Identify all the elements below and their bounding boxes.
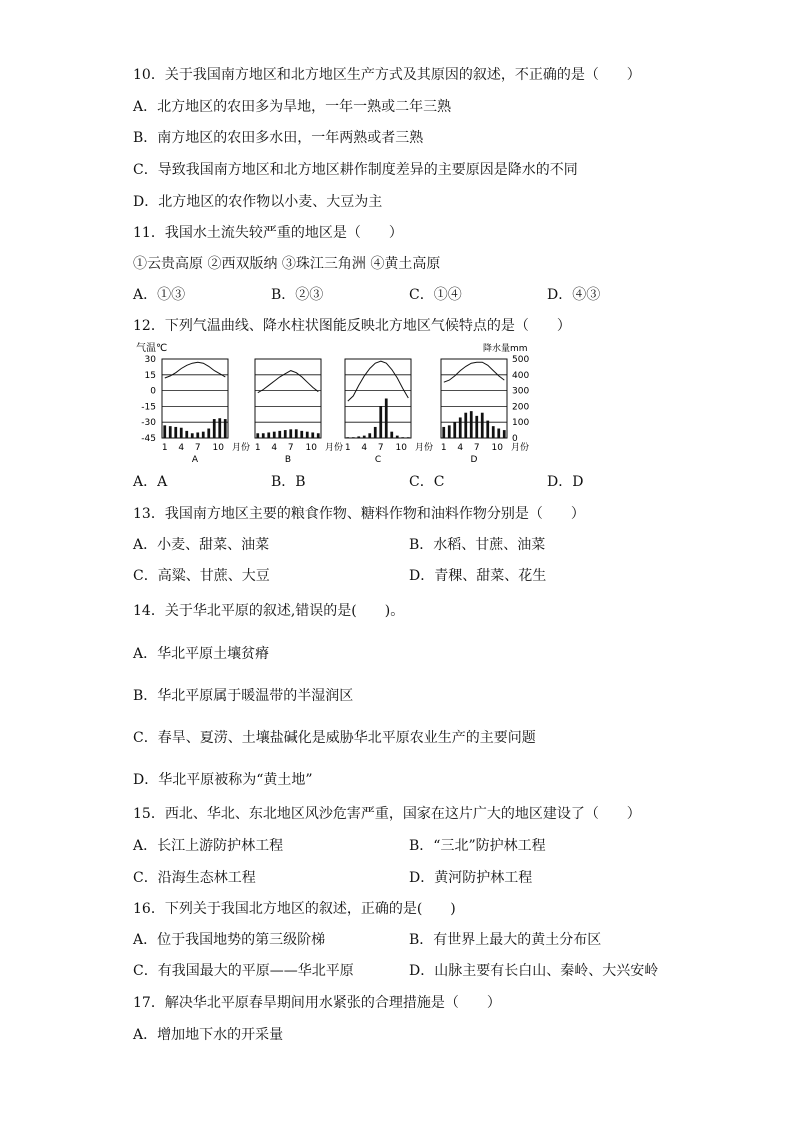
- precipitation-bar: [289, 429, 292, 438]
- precipitation-bar: [407, 437, 410, 438]
- question-14-stem: 14．关于华北平原的叙述,错误的是( )。: [133, 603, 405, 619]
- precipitation-bar: [363, 436, 366, 438]
- temperature-curve: [165, 362, 226, 378]
- precipitation-bar: [300, 431, 303, 438]
- precip-tick-label: 0: [512, 434, 518, 444]
- question-15-option-a[interactable]: A．长江上游防护林工程: [133, 838, 284, 854]
- precipitation-bar: [453, 422, 456, 438]
- precipitation-bar: [481, 413, 484, 438]
- precipitation-bar: [317, 433, 320, 438]
- question-11-option-d[interactable]: D．④③: [547, 287, 601, 303]
- question-13-stem: 13．我国南方地区主要的粮食作物、糖料作物和油料作物分别是（ ）: [133, 506, 585, 522]
- question-15-stem: 15．西北、华北、东北地区风沙危害严重，国家在这片广大的地区建设了（ ）: [133, 806, 641, 822]
- question-10-option-c[interactable]: C．导致我国南方地区和北方地区耕作制度差异的主要原因是降水的不同: [133, 162, 578, 178]
- precipitation-bar: [352, 437, 355, 438]
- precipitation-bar: [174, 427, 177, 438]
- precipitation-bar: [486, 421, 489, 438]
- question-12-option-b[interactable]: B．B: [271, 474, 306, 490]
- question-10-stem: 10．关于我国南方地区和北方地区生产方式及其原因的叙述，不正确的是（ ）: [133, 67, 641, 83]
- precipitation-bar: [470, 411, 473, 438]
- question-15-option-c[interactable]: C．沿海生态林工程: [133, 870, 256, 886]
- x-tick-label: 1: [344, 443, 351, 453]
- precipitation-bar: [385, 399, 388, 439]
- chart-panel-label: D: [470, 455, 478, 465]
- precipitation-bar: [492, 426, 495, 438]
- precipitation-bar: [459, 417, 462, 438]
- x-tick-label: 1: [254, 443, 261, 453]
- question-10-option-a[interactable]: A．北方地区的农田多为旱地，一年一熟或二年三熟: [133, 99, 452, 115]
- question-12-option-c[interactable]: C．C: [409, 474, 445, 490]
- precipitation-bar: [503, 430, 506, 438]
- precip-tick-label: 500: [512, 355, 530, 365]
- temp-tick-label: -45: [141, 434, 156, 444]
- question-11-option-a[interactable]: A．①③: [133, 287, 186, 303]
- precipitation-bar: [224, 419, 227, 438]
- x-tick-label: 7: [194, 443, 201, 453]
- chart-panel-label: C: [374, 455, 382, 465]
- question-16-option-b[interactable]: B．有世界上最大的黄土分布区: [409, 932, 602, 948]
- precipitation-bar: [163, 425, 166, 438]
- precipitation-bar: [448, 425, 451, 438]
- temperature-curve: [258, 371, 319, 393]
- question-14-option-a[interactable]: A．华北平原土壤贫瘠: [133, 646, 270, 662]
- precip-tick-label: 300: [512, 386, 530, 397]
- precipitation-bar: [475, 416, 478, 438]
- precipitation-bar: [256, 433, 259, 438]
- x-tick-label: 4: [178, 443, 185, 453]
- precipitation-bar: [207, 429, 210, 438]
- chart-panel-frame: [162, 359, 228, 438]
- precipitation-bar: [295, 429, 298, 438]
- precipitation-bar: [497, 429, 500, 438]
- x-tick-label: 10: [491, 443, 503, 453]
- x-tick-label: 月份: [511, 443, 530, 453]
- temperature-curve: [444, 362, 505, 382]
- climate-charts-figure: [130, 340, 530, 465]
- x-tick-label: 月份: [325, 443, 344, 453]
- precipitation-bar: [196, 432, 199, 438]
- chart-panel-frame: [441, 359, 507, 438]
- precipitation-bar: [169, 426, 172, 438]
- precipitation-bar: [202, 432, 205, 438]
- temperature-curve: [348, 361, 409, 401]
- precip-tick-label: 100: [512, 418, 530, 429]
- precipitation-bar: [218, 418, 221, 438]
- question-11-option-b[interactable]: B．②③: [271, 287, 324, 303]
- question-11-stem: 11．我国水土流失较严重的地区是（ ）: [133, 225, 403, 241]
- precip-axis-label: 降水量mm: [483, 344, 528, 354]
- precipitation-bar: [306, 432, 309, 438]
- question-10-option-b[interactable]: B．南方地区的农田多水田，一年两熟或者三熟: [133, 130, 424, 146]
- precipitation-bar: [374, 427, 377, 438]
- question-15-option-d[interactable]: D．黄河防护林工程: [409, 870, 533, 886]
- chart-panel-label: B: [284, 455, 292, 465]
- question-16-option-a[interactable]: A．位于我国地势的第三级阶梯: [133, 932, 326, 948]
- precipitation-bar: [357, 436, 360, 438]
- question-14-option-c[interactable]: C．春旱、夏涝、土壤盐碱化是威胁华北平原农业生产的主要问题: [133, 730, 536, 746]
- precip-tick-label: 400: [512, 370, 530, 381]
- x-tick-label: 月份: [415, 443, 434, 453]
- precipitation-bar: [311, 432, 314, 438]
- precipitation-bar: [180, 428, 183, 438]
- question-13-option-b[interactable]: B．水稻、甘蔗、油菜: [409, 537, 546, 553]
- precipitation-bar: [379, 406, 382, 438]
- x-tick-label: 4: [457, 443, 464, 453]
- question-16-stem: 16．下列关于我国北方地区的叙述，正确的是( ): [133, 901, 456, 917]
- question-16-option-d[interactable]: D．山脉主要有长白山、秦岭、大兴安岭: [409, 963, 659, 979]
- question-16-option-c[interactable]: C．有我国最大的平原——华北平原: [133, 963, 354, 979]
- precipitation-bar: [346, 437, 349, 438]
- temp-tick-label: 15: [144, 370, 156, 381]
- precipitation-bar: [442, 427, 445, 438]
- question-13-option-a[interactable]: A．小麦、甜菜、油菜: [133, 537, 270, 553]
- precipitation-bar: [368, 433, 371, 438]
- x-tick-label: 1: [440, 443, 447, 453]
- x-tick-label: 4: [271, 443, 278, 453]
- question-12-option-a[interactable]: A．A: [133, 474, 168, 490]
- question-14-option-b[interactable]: B．华北平原属于暖温带的半湿润区: [133, 688, 354, 704]
- question-12-stem: 12．下列气温曲线、降水柱状图能反映北方地区气候特点的是（ ）: [133, 318, 571, 334]
- question-13-option-c[interactable]: C．高粱、甘蔗、大豆: [133, 568, 270, 584]
- question-17-option-a[interactable]: A．增加地下水的开采量: [133, 1027, 284, 1043]
- x-tick-label: 1: [161, 443, 168, 453]
- precipitation-bar: [213, 419, 216, 438]
- precipitation-bar: [267, 432, 270, 438]
- x-tick-label: 10: [305, 443, 317, 453]
- precipitation-bar: [396, 436, 399, 438]
- question-12-option-d[interactable]: D．D: [547, 474, 584, 490]
- precipitation-bar: [464, 413, 467, 438]
- temp-axis-label: 气温℃: [136, 343, 168, 354]
- precipitation-bar: [390, 432, 393, 438]
- precipitation-bar: [278, 431, 281, 438]
- temp-tick-label: 0: [150, 386, 156, 397]
- chart-panel-frame: [255, 359, 321, 438]
- x-tick-label: 4: [361, 443, 368, 453]
- x-tick-label: 月份: [232, 443, 251, 453]
- x-tick-label: 7: [287, 443, 294, 453]
- x-tick-label: 7: [377, 443, 384, 453]
- precipitation-bar: [401, 437, 404, 438]
- precipitation-bar: [273, 432, 276, 438]
- question-14-option-d[interactable]: D．华北平原被称为“黄土地”: [133, 772, 313, 788]
- precipitation-bar: [284, 430, 287, 438]
- x-tick-label: 7: [473, 443, 480, 453]
- question-11-items: ①云贵高原 ②西双版纳 ③珠江三角洲 ④黄土高原: [133, 256, 441, 272]
- x-tick-label: 10: [395, 443, 407, 453]
- temp-tick-label: 30: [144, 355, 156, 365]
- temp-tick-label: -30: [141, 418, 156, 429]
- chart-panel-label: A: [191, 455, 199, 465]
- temp-tick-label: -15: [141, 402, 156, 413]
- precipitation-bar: [191, 433, 194, 438]
- question-10-option-d[interactable]: D．北方地区的农作物以小麦、大豆为主: [133, 194, 383, 210]
- x-tick-label: 10: [212, 443, 224, 453]
- precipitation-bar: [262, 433, 265, 438]
- question-15-option-b[interactable]: B．“三北”防护林工程: [409, 838, 546, 854]
- chart-panel-frame: [345, 359, 411, 438]
- question-17-stem: 17．解决华北平原春旱期间用水紧张的合理措施是（ ）: [133, 995, 501, 1011]
- precipitation-bar: [185, 431, 188, 438]
- question-11-option-c[interactable]: C．①④: [409, 287, 462, 303]
- question-13-option-d[interactable]: D．青稞、甜菜、花生: [409, 568, 547, 584]
- precip-tick-label: 200: [512, 402, 530, 413]
